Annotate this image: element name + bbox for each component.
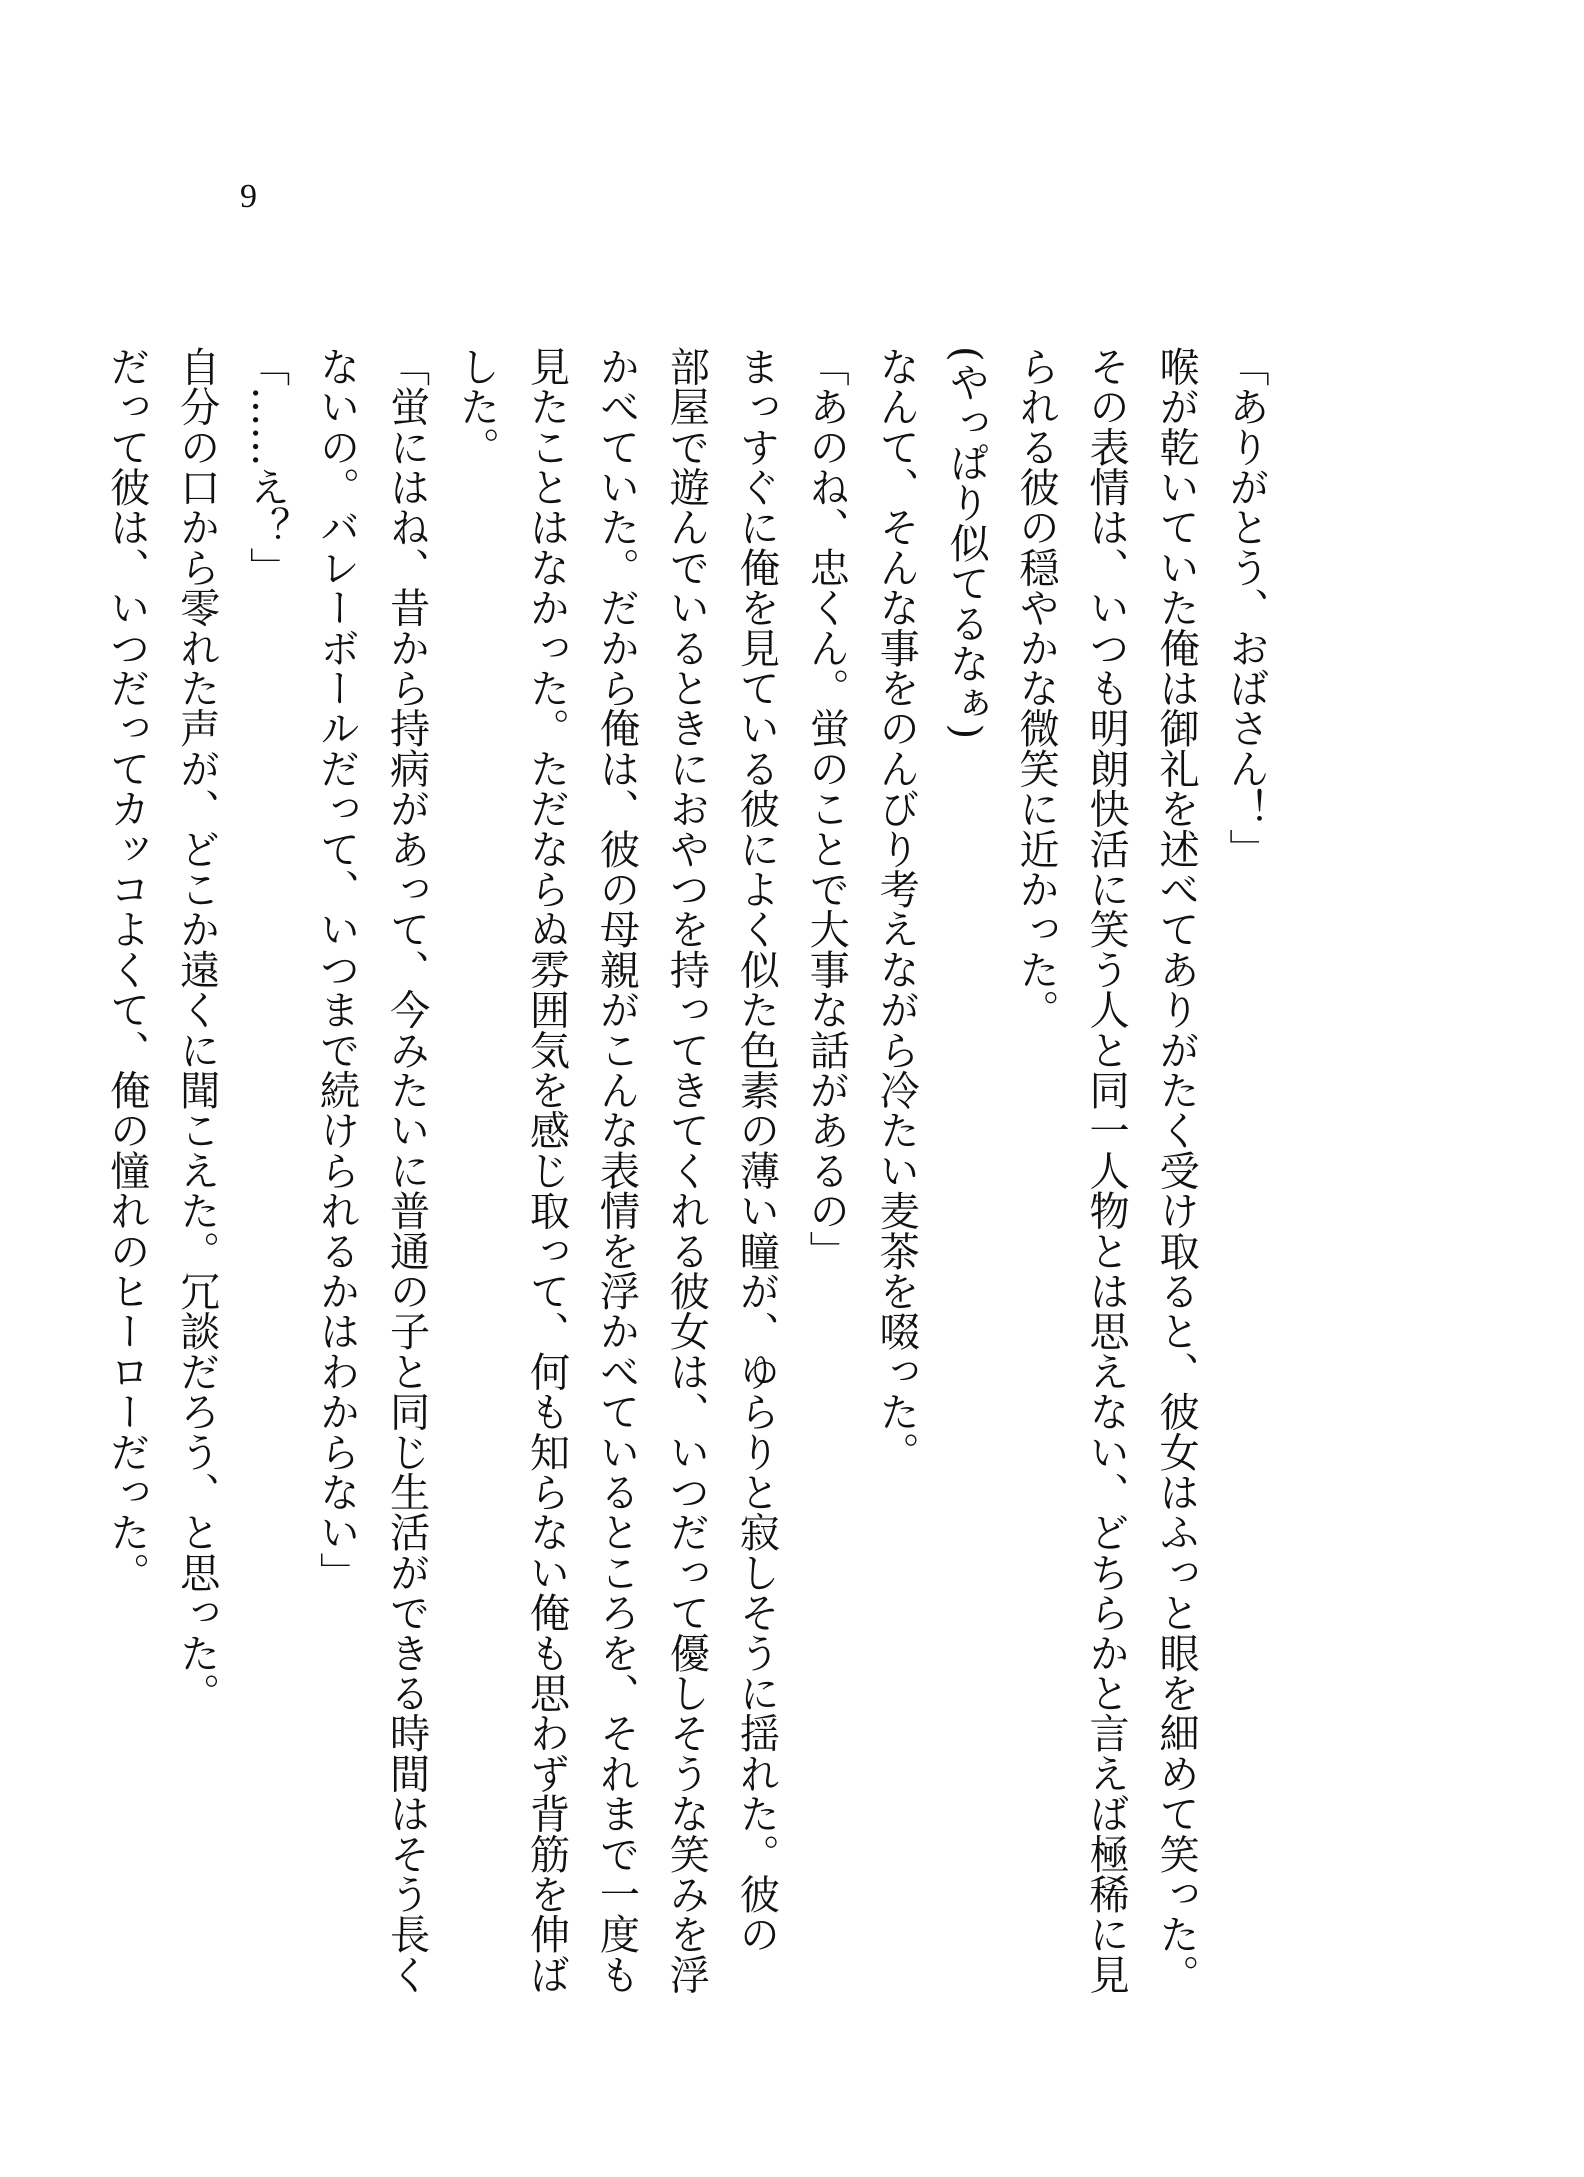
- page-number: 9: [240, 178, 257, 215]
- text-line: 部屋で遊んでいるときにおやつを持ってきてくれる彼女は、いつだって優しそうな笑みを浮: [663, 346, 710, 1995]
- text-line: 喉が乾いていた俺は御礼を述べてありがたく受け取ると、彼女はふっと眼を細めて笑った。: [1153, 346, 1200, 1995]
- text-line: 自分の口から零れた声が、どこか遠くに聞こえた。冗談だろう、と思った。: [173, 346, 220, 1713]
- text-line: られる彼の穏やかな微笑に近かった。: [1013, 346, 1060, 1030]
- text-line: 「あのね、忠くん。蛍のことで大事な話があるの」: [803, 346, 850, 1271]
- text-line: なんて、そんな事をのんびり考えながら冷たい麦茶を啜った。: [873, 346, 920, 1472]
- text-line: した。: [453, 346, 500, 467]
- vertical-text-body: [103, 346, 1280, 1995]
- text-line: その表情は、いつも明朗快活に笑う人と同一人物とは思えない、どちらかと言えば極稀に見: [1083, 346, 1130, 1995]
- text-line: (やっぱり似てるなぁ): [943, 346, 990, 740]
- text-line: ないの。バレーボールだって、いつまで続けられるかはわからない」: [313, 346, 360, 1593]
- text-line: 「ありがとう、おばさん！」: [1223, 346, 1269, 869]
- text-line: 「……え？」: [243, 346, 290, 588]
- text-line: かべていた。だから俺は、彼の母親がこんな表情を浮かべているところを、それまで一度も: [593, 346, 640, 1995]
- text-line: 「蛍にはね、昔から持病があって、今みたいに普通の子と同じ生活ができる時間はそう長く: [383, 346, 430, 1995]
- text-line: 見たことはなかった。ただならぬ雰囲気を感じ取って、何も知らない俺も思わず背筋を伸ば: [523, 346, 570, 1995]
- text-line: まっすぐに俺を見ている彼によく似た色素の薄い瞳が、ゆらりと寂しそうに揺れた。彼の: [733, 346, 780, 1954]
- text-line: だって彼は、いつだってカッコよくて、俺の憧れのヒーローだった。: [103, 346, 150, 1593]
